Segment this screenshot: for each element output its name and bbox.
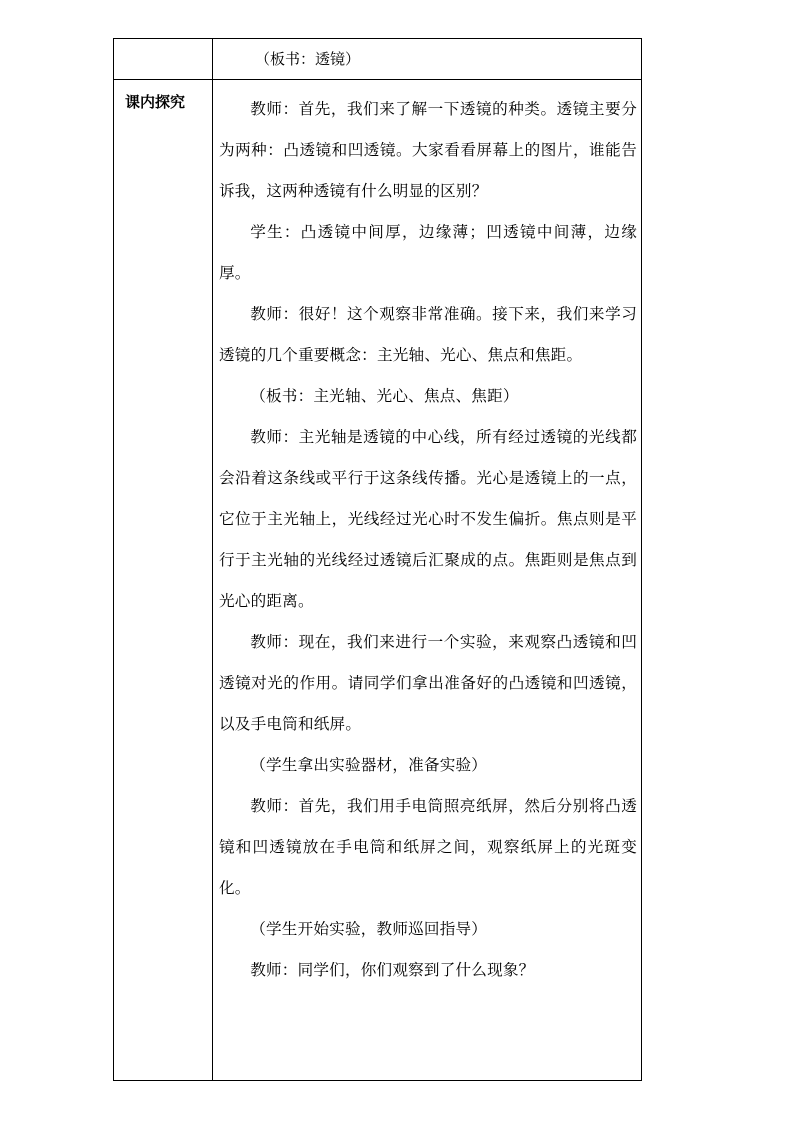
- table-row: [114, 39, 642, 80]
- row-label-cell: [114, 39, 213, 80]
- section-label: 课内探究: [125, 93, 186, 111]
- dialogue-paragraph: 教师：主光轴是透镜的中心线，所有经过透镜的光线都会沿着这条线或平行于这条线传播。光心是透镜上的一点，它位于主光轴上，光线经过光心时不发生偏折。焦点则是平行于主光轴的光线经过透镜后汇聚成的点。焦距则是焦点到光心的距离。: [219, 428, 637, 610]
- lesson-plan-table: [113, 38, 642, 1081]
- dialogue-paragraph: 教师：首先，我们来了解一下透镜的种类。透镜主要分为两种：凸透镜和凹透镜。大家看看屏幕上的图片，谁能告诉我，这两种透镜有什么明显的区别？: [219, 100, 637, 200]
- stage-direction: （学生开始实验，教师巡回指导）: [250, 920, 488, 938]
- section-label-cell: [114, 80, 213, 1081]
- dialogue-paragraph: 教师：首先，我们用手电筒照亮纸屏，然后分别将凸透镜和凹透镜放在手电筒和纸屏之间，观察纸屏上的光斑变化。: [219, 797, 637, 897]
- blackboard-note: （板书：透镜）: [255, 50, 361, 68]
- table-row: [114, 80, 642, 1081]
- dialogue-paragraph: 教师：同学们，你们观察到了什么现象？: [250, 961, 535, 979]
- section-content: [213, 80, 641, 991]
- row-label: [114, 39, 212, 51]
- section-content-cell: [213, 80, 642, 1081]
- dialogue-paragraph: 学生：凸透镜中间厚，边缘薄；凹透镜中间薄，边缘厚。: [219, 223, 637, 282]
- blackboard-note: （板书：主光轴、光心、焦点、焦距）: [250, 387, 519, 405]
- dialogue-paragraph: 教师：很好！这个观察非常准确。接下来，我们来学习透镜的几个重要概念：主光轴、光心、焦点和焦距。: [219, 305, 637, 364]
- row-content-cell: [213, 39, 642, 80]
- stage-direction: （学生拿出实验器材，准备实验）: [250, 756, 488, 774]
- dialogue-paragraph: 教师：现在，我们来进行一个实验，来观察凸透镜和凹透镜对光的作用。请同学们拿出准备好的凸透镜和凹透镜，以及手电筒和纸屏。: [219, 633, 637, 733]
